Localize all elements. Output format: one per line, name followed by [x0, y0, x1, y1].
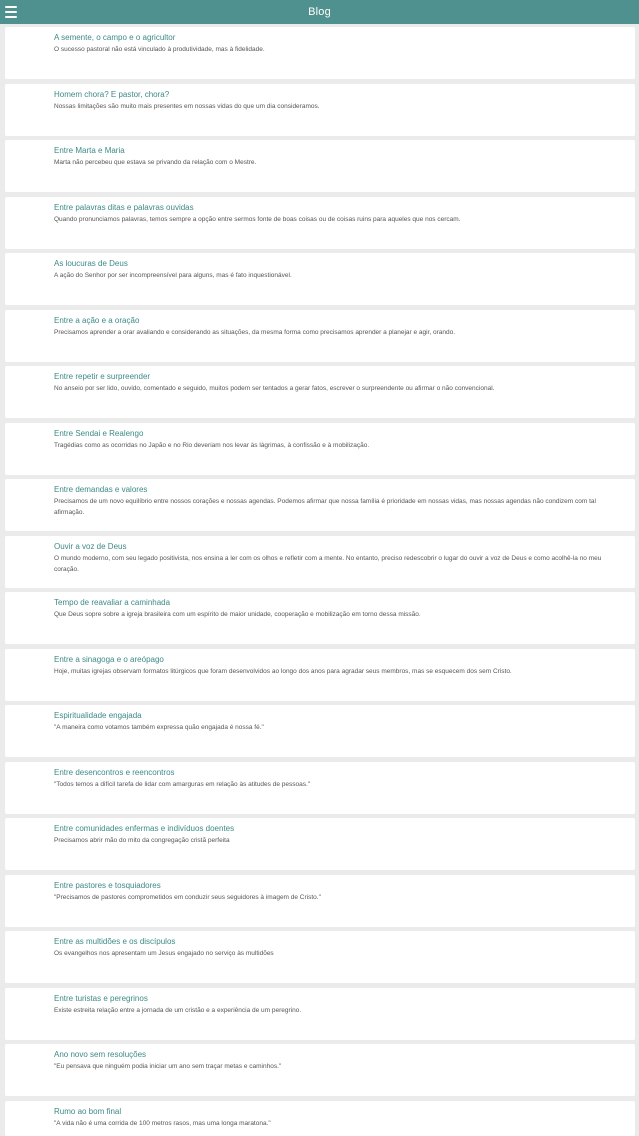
- post-card[interactable]: [5, 479, 635, 531]
- post-card[interactable]: [5, 140, 635, 192]
- post-summary: No anseio por ser lido, ouvido, comentado e seguido, muitos podem ser tentados a gerar fatos, escrever o surpreendente ou afirmar o não convencional.: [54, 385, 495, 392]
- post-summary: Os evangelhos nos apresentam um Jesus engajado no serviço às multidões: [54, 950, 274, 957]
- post-summary: Que Deus sopre sobre a igreja brasileira com um espírito de maior unidade, cooperação e mobilização em torno dessa missão.: [54, 611, 421, 618]
- post-title: Tempo de reavaliar a caminhada: [54, 598, 171, 607]
- post-summary: "A maneira como votamos também expressa quão engajada é nossa fé.": [54, 724, 264, 731]
- post-title: Homem chora? E pastor, chora?: [54, 90, 170, 99]
- post-summary: Existe estreita relação entre a jornada de um cristão e a experiência de um peregrino.: [54, 1007, 302, 1014]
- post-title: Entre as multidões e os discípulos: [54, 937, 176, 946]
- post-card[interactable]: [5, 366, 635, 418]
- hamburger-menu-icon[interactable]: [5, 6, 17, 18]
- post-card[interactable]: [5, 536, 635, 588]
- post-card[interactable]: [5, 875, 635, 927]
- post-card[interactable]: [5, 649, 635, 701]
- post-summary: Nossas limitações são muito mais presentes em nossas vidas do que um dia consideramos.: [54, 103, 320, 110]
- post-summary: "Eu pensava que ninguém podia iniciar um ano sem traçar metas e caminhos.": [54, 1063, 282, 1070]
- post-title: As loucuras de Deus: [54, 259, 128, 268]
- post-title: Entre desencontros e reencontros: [54, 768, 175, 777]
- post-title: Entre demandas e valores: [54, 485, 148, 494]
- post-summary: O mundo moderno, com seu legado positivista, nos ensina a ler com os olhos e refletir com a mente. No entanto, preciso redescobrir o lugar do ouvir a voz de Deus e como acolhê-la no meu coração.: [54, 555, 602, 573]
- post-card[interactable]: [5, 310, 635, 362]
- post-title: Entre Sendai e Realengo: [54, 429, 144, 438]
- post-title: Entre Marta e Maria: [54, 146, 125, 155]
- post-card[interactable]: [5, 988, 635, 1040]
- post-card[interactable]: [5, 84, 635, 136]
- post-title: Ouvir a voz de Deus: [54, 542, 127, 551]
- post-title: Entre pastores e tosquiadores: [54, 881, 161, 890]
- post-summary: O sucesso pastoral não está vinculado à produtividade, mas à fidelidade.: [54, 46, 265, 53]
- post-card[interactable]: [5, 197, 635, 249]
- post-summary: Quando pronunciamos palavras, temos sempre a opção entre sermos fonte de boas coisas ou de coisas ruins para aqueles que nos cercam.: [54, 216, 461, 223]
- post-title: Entre repetir e surpreender: [54, 372, 151, 381]
- post-card[interactable]: [5, 705, 635, 757]
- post-card[interactable]: [5, 818, 635, 870]
- post-title: Espiritualidade engajada: [54, 711, 142, 720]
- post-title: Entre a sinagoga e o areópago: [54, 655, 164, 664]
- post-card[interactable]: [5, 27, 635, 79]
- post-card[interactable]: [5, 592, 635, 644]
- post-card[interactable]: [5, 423, 635, 475]
- post-summary: A ação do Senhor por ser incompreensível para alguns, mas é fato inquestionável.: [54, 272, 292, 279]
- post-summary: Precisamos aprender a orar avaliando e considerando as situações, da mesma forma como precisamos aprender a planejar e agir, orando.: [54, 329, 456, 336]
- post-title: Entre palavras ditas e palavras ouvidas: [54, 203, 194, 212]
- post-card[interactable]: [5, 1101, 635, 1136]
- post-summary: Marta não percebeu que estava se privando da relação com o Mestre.: [54, 159, 257, 166]
- post-title: Rumo ao bom final: [54, 1107, 122, 1116]
- post-summary: "Precisamos de pastores comprometidos em conduzir seus seguidores à imagem de Cristo.": [54, 894, 321, 901]
- page-title: Blog: [308, 6, 331, 18]
- post-card[interactable]: [5, 1044, 635, 1096]
- post-summary: "A vida não é uma corrida de 100 metros rasos, mas uma longa maratona.": [54, 1120, 271, 1127]
- post-summary: Precisamos de um novo equilíbrio entre nossos corações e nossas agendas. Podemos afirmar que nossa família é prioridade em nossas vidas, mas nossas agendas não condizem com tal afirmação.: [54, 498, 596, 516]
- post-title: A semente, o campo e o agricultor: [54, 33, 176, 42]
- app-bar: [0, 0, 639, 24]
- post-card[interactable]: [5, 762, 635, 814]
- post-title: Entre a ação e a oração: [54, 316, 140, 325]
- post-summary: Hoje, muitas igrejas observam formatos litúrgicos que foram desenvolvidos ao longo dos anos para agradar seus membros, mas se esquecem dos sem Cristo.: [54, 668, 512, 675]
- post-title: Ano novo sem resoluções: [54, 1050, 147, 1059]
- post-title: Entre comunidades enfermas e indivíduos doentes: [54, 824, 235, 833]
- post-card[interactable]: [5, 931, 635, 983]
- post-card[interactable]: [5, 253, 635, 305]
- post-summary: "Todos temos a difícil tarefa de lidar com amarguras em relação às atitudes de pessoas.": [54, 781, 311, 788]
- post-title: Entre turistas e peregrinos: [54, 994, 148, 1003]
- post-summary: Tragédias como as ocorridas no Japão e no Rio deveriam nos levar às lágrimas, à confissão e à mobilização.: [54, 442, 370, 449]
- post-summary: Precisamos abrir mão do mito da congregação cristã perfeita: [54, 837, 230, 844]
